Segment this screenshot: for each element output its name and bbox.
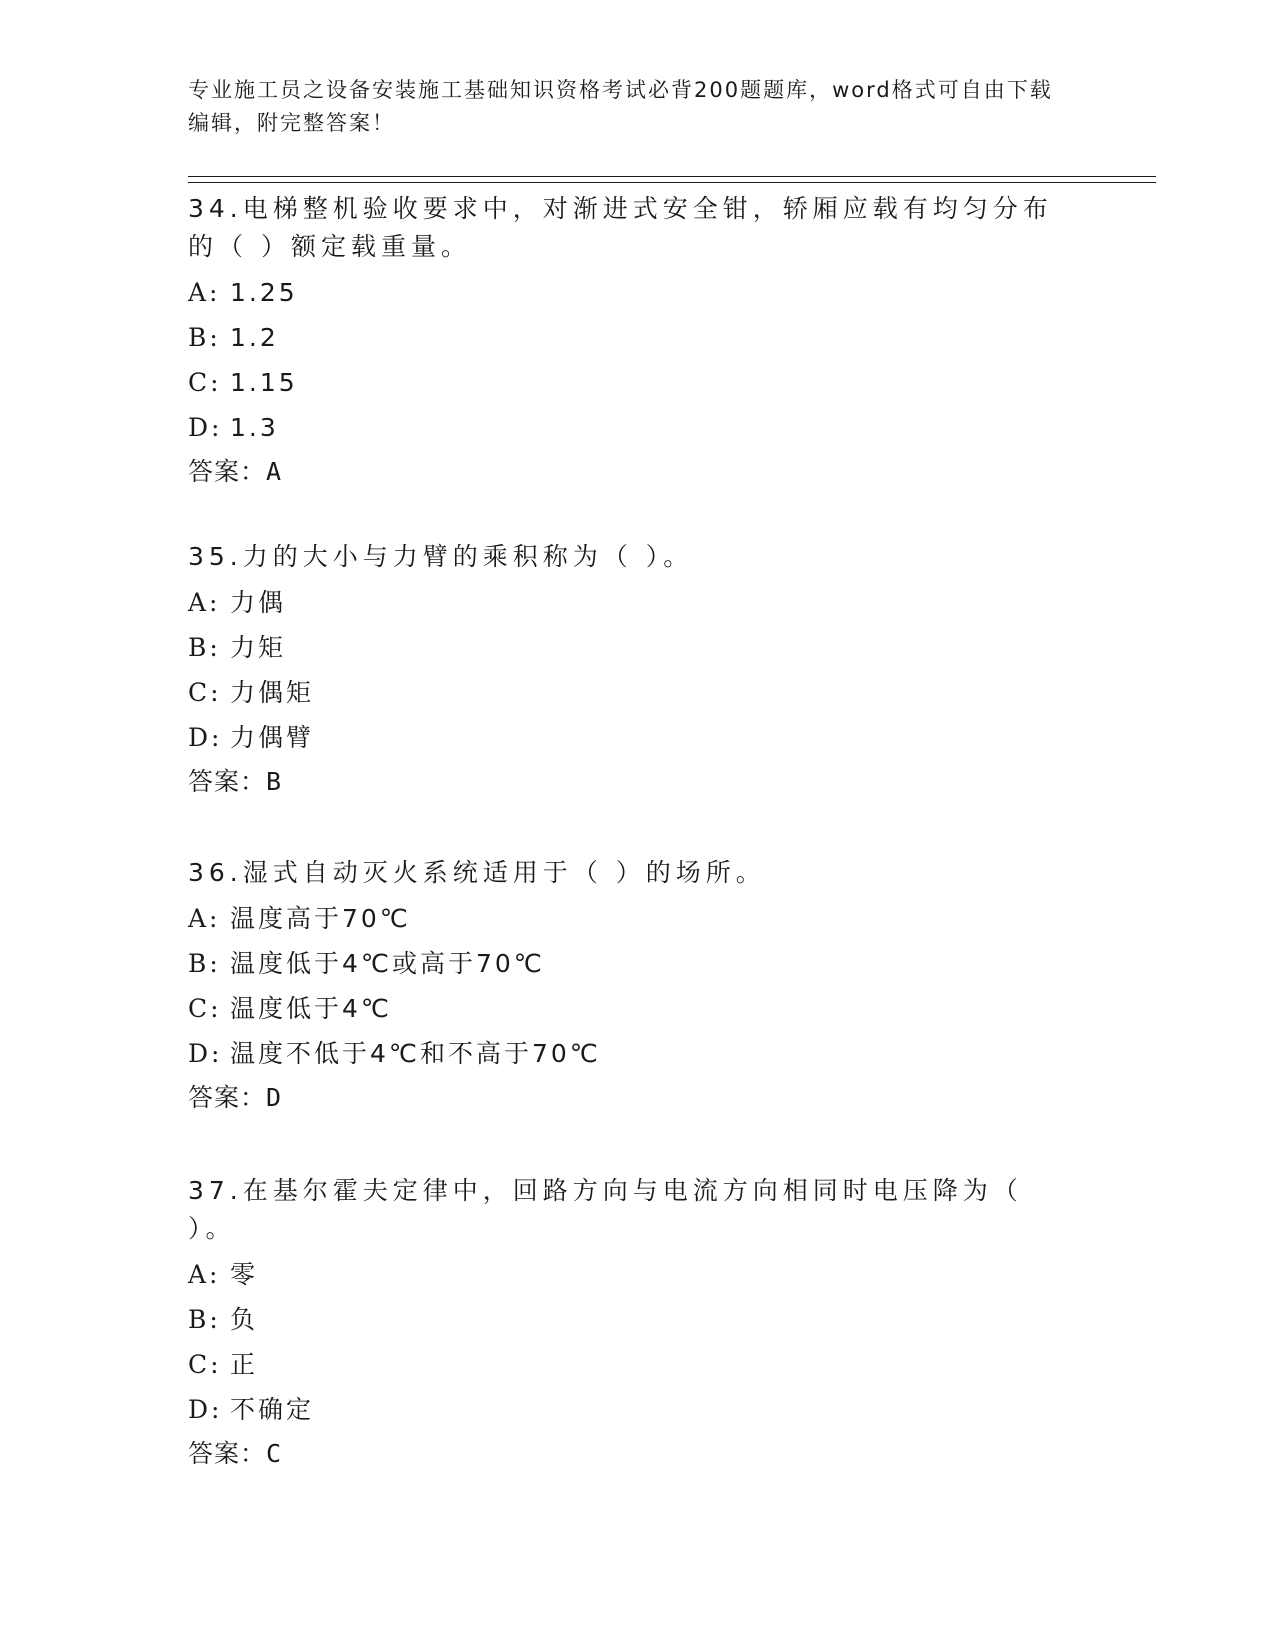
option-b (188, 941, 1068, 986)
option-c (188, 986, 1068, 1031)
header-divider-bottom (188, 182, 1156, 183)
question-text: 34.电梯整机验收要求中，对渐进式安全钳，轿厢应载有均匀分布的（ ）额定载重量。 (188, 194, 1053, 261)
option-a (188, 896, 1068, 941)
option-a (188, 270, 1068, 315)
document-header: 专业施工员之设备安装施工基础知识资格考试必背200题题库，word格式可自由下载编辑，附完整答案！ (188, 78, 1053, 135)
question-37 (188, 1172, 1068, 1476)
answer-line (188, 760, 1068, 804)
option-letter: B: (188, 1305, 221, 1334)
option-d (188, 1031, 1068, 1076)
header-divider-top (188, 176, 1156, 177)
option-text: 1.3 (230, 413, 279, 442)
option-b (188, 315, 1068, 360)
option-letter: A: (188, 1260, 221, 1289)
option-letter: A: (188, 588, 221, 617)
option-letter: D: (188, 413, 223, 442)
option-text: 温度高于70℃ (230, 904, 411, 933)
option-d (188, 405, 1068, 450)
answer-value: A (266, 457, 283, 486)
option-letter: A: (188, 904, 221, 933)
answer-label: 答案： (188, 1439, 267, 1468)
answer-line (188, 450, 1068, 494)
option-c (188, 1342, 1068, 1387)
option-text: 温度不低于4℃和不高于70℃ (230, 1039, 601, 1068)
question-35 (188, 538, 1068, 804)
option-letter: D: (188, 1395, 223, 1424)
option-letter: D: (188, 1039, 223, 1068)
option-d (188, 715, 1068, 760)
option-text: 1.15 (230, 368, 298, 397)
option-b (188, 625, 1068, 670)
answer-value: C (266, 1439, 283, 1468)
option-text: 零 (230, 1260, 259, 1289)
question-34 (188, 190, 1068, 494)
option-text: 温度低于4℃ (230, 994, 392, 1023)
answer-value: B (266, 767, 283, 796)
option-letter: B: (188, 633, 221, 662)
option-text: 负 (230, 1305, 259, 1334)
answer-label: 答案： (188, 1083, 267, 1112)
option-text: 力偶矩 (230, 678, 315, 707)
question-text: 37.在基尔霍夫定律中，回路方向与电流方向相同时电压降为（ ）。 (188, 1176, 1023, 1243)
option-b (188, 1297, 1068, 1342)
option-letter: C: (188, 678, 222, 707)
option-a (188, 1252, 1068, 1297)
option-letter: B: (188, 323, 221, 352)
option-letter: C: (188, 994, 222, 1023)
option-text: 不确定 (230, 1395, 315, 1424)
option-c (188, 360, 1068, 405)
option-letter: A: (188, 278, 221, 307)
question-36 (188, 854, 1068, 1120)
answer-line (188, 1432, 1068, 1476)
option-text: 力偶臂 (230, 723, 315, 752)
option-text: 力矩 (230, 633, 287, 662)
option-text: 力偶 (230, 588, 287, 617)
option-letter: B: (188, 949, 221, 978)
answer-line (188, 1076, 1068, 1120)
question-text: 36.湿式自动灭火系统适用于（ ）的场所。 (188, 858, 766, 887)
option-a (188, 580, 1068, 625)
option-text: 1.2 (230, 323, 279, 352)
option-text: 温度低于4℃或高于70℃ (230, 949, 545, 978)
option-letter: C: (188, 368, 222, 397)
option-text: 正 (230, 1350, 259, 1379)
answer-value: D (266, 1083, 283, 1112)
option-letter: D: (188, 723, 223, 752)
question-text: 35.力的大小与力臂的乘积称为（ ）。 (188, 542, 694, 571)
option-d (188, 1387, 1068, 1432)
option-text: 1.25 (230, 278, 298, 307)
answer-label: 答案： (188, 457, 267, 486)
option-c (188, 670, 1068, 715)
answer-label: 答案： (188, 767, 267, 796)
option-letter: C: (188, 1350, 222, 1379)
